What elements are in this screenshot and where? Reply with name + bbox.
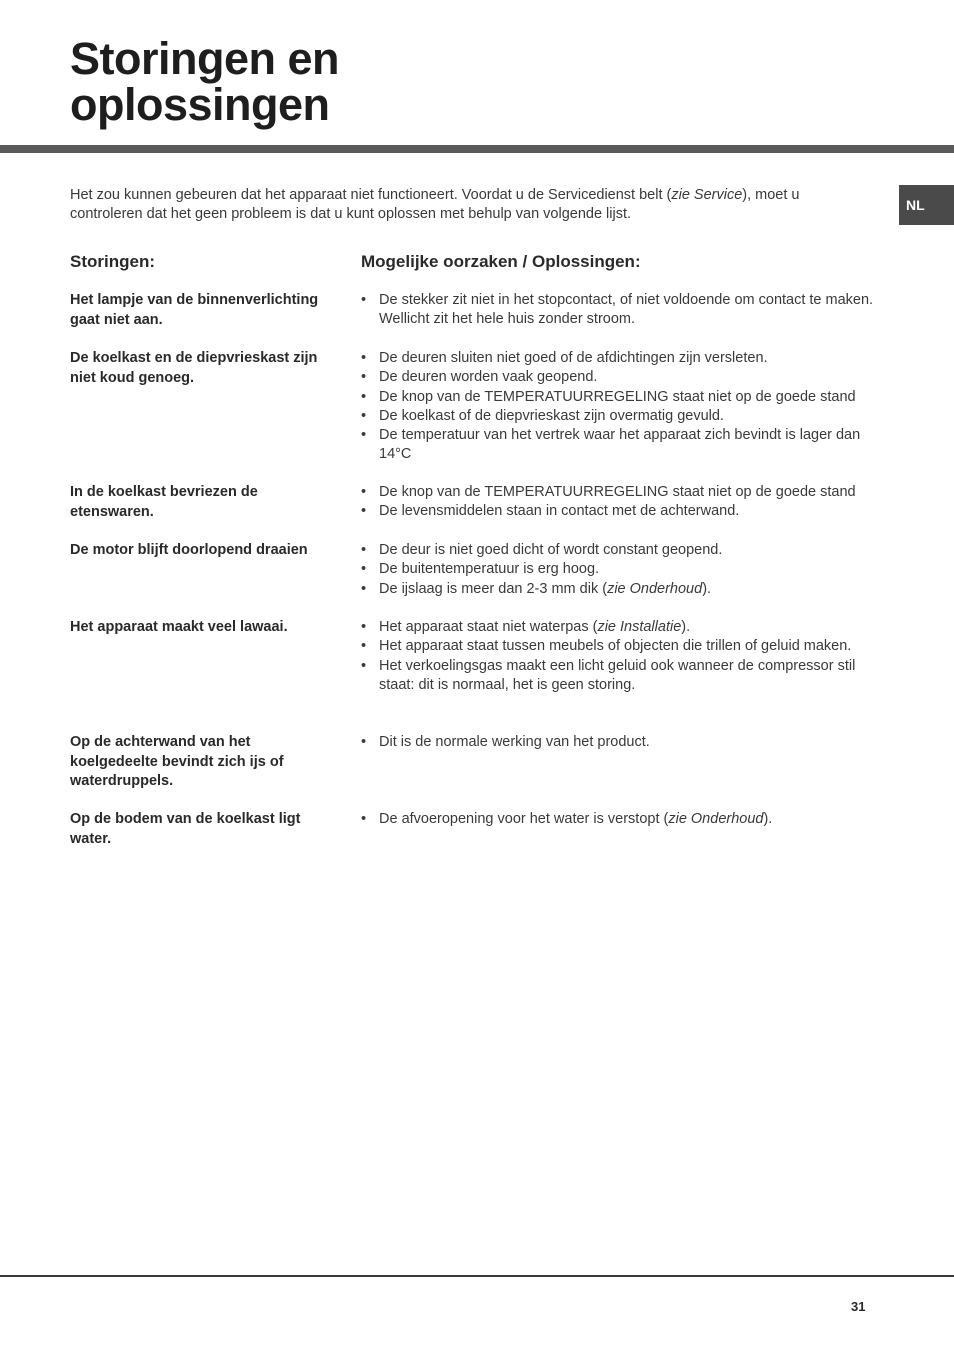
cause-item bbox=[361, 733, 891, 752]
cause-text: De stekker zit niet in het stopcontact, of niet voldoende om contact te maken. Wellicht zit het hele huis zonder stroom. bbox=[379, 292, 874, 328]
cause-list bbox=[361, 810, 891, 829]
cause-item bbox=[361, 349, 891, 368]
cause-text: De deuren worden vaak geopend. bbox=[379, 369, 598, 386]
cause-item bbox=[361, 637, 891, 656]
intro-text-2: ), moet u controleren dat het geen probleem is dat u kunt oplossen met behulp van volgende lijst. bbox=[70, 187, 800, 222]
cause-item bbox=[361, 483, 891, 502]
problem-text: In de koelkast bevriezen de etenswaren. bbox=[70, 484, 258, 520]
cause-item bbox=[361, 368, 891, 387]
cause-list bbox=[361, 291, 891, 330]
page-title-line-1: Storingen en bbox=[70, 33, 340, 84]
cause-item bbox=[361, 560, 891, 579]
header-divider bbox=[0, 145, 954, 153]
cause-reference: zie Installatie bbox=[597, 619, 682, 635]
cause-item bbox=[361, 426, 891, 465]
cause-item bbox=[361, 291, 891, 330]
problem-text: De koelkast en de diepvrieskast zijn niet koud genoeg. bbox=[70, 350, 318, 386]
cause-item bbox=[361, 580, 891, 599]
cause-text: De koelkast of de diepvrieskast zijn overmatig gevuld. bbox=[379, 407, 724, 424]
cause-item bbox=[361, 502, 891, 521]
cause-list bbox=[361, 349, 891, 465]
cause-item bbox=[361, 541, 891, 560]
intro-paragraph bbox=[70, 186, 870, 224]
cause-text: De knop van de TEMPERATUURREGELING staat niet op de goede stand bbox=[379, 484, 856, 500]
cause-item bbox=[361, 388, 891, 407]
problem-text: Op de bodem van de koelkast ligt water. bbox=[70, 811, 301, 847]
cause-text: Het apparaat staat tussen meubels of objecten die trillen of geluid maken. bbox=[379, 638, 852, 655]
cause-text: De levensmiddelen staan in contact met de achterwand. bbox=[379, 503, 740, 520]
cause-list bbox=[361, 541, 891, 599]
cause-text-end: ). bbox=[681, 619, 691, 635]
problem-text: De motor blijft doorlopend draaien bbox=[70, 542, 308, 558]
cause-item bbox=[361, 657, 891, 696]
intro-text-1: Het zou kunnen gebeuren dat het apparaat niet functioneert. Voordat u de Servicedienst belt ( bbox=[70, 187, 672, 203]
intro-reference: zie Service bbox=[671, 187, 743, 203]
cause-list bbox=[361, 618, 891, 695]
cause-text: De afvoeropening voor het water is verstopt ( bbox=[379, 811, 669, 827]
problem-text: Het lampje van de binnenverlichting gaat niet aan. bbox=[70, 292, 319, 328]
footer-divider bbox=[0, 1275, 954, 1277]
cause-text-end: ). bbox=[702, 580, 712, 597]
language-tab: NL bbox=[899, 185, 954, 225]
cause-text: De buitentemperatuur is erg hoog. bbox=[379, 561, 600, 578]
cause-text: Dit is de normale werking van het product. bbox=[379, 734, 650, 750]
cause-reference: zie Onderhoud bbox=[668, 811, 764, 827]
cause-text: De deur is niet goed dicht of wordt constant geopend. bbox=[379, 542, 723, 558]
cause-text: De knop van de TEMPERATUURREGELING staat niet op de goede stand bbox=[379, 388, 856, 405]
page-title-line-2: oplossingen bbox=[70, 79, 330, 130]
cause-reference: zie Onderhoud bbox=[607, 580, 703, 597]
problem-text: Op de achterwand van het koelgedeelte bevindt zich ijs of waterdruppels. bbox=[70, 734, 284, 789]
cause-text-end: ). bbox=[763, 811, 773, 827]
cause-text: Het verkoelingsgas maakt een licht geluid ook wanneer de compressor stil staat: dit is normaal, het is geen storing. bbox=[379, 657, 856, 693]
cause-list bbox=[361, 483, 891, 522]
cause-item bbox=[361, 407, 891, 426]
cause-text: De ijslaag is meer dan 2-3 mm dik ( bbox=[379, 580, 608, 597]
problems-heading: Storingen: bbox=[70, 252, 155, 271]
cause-item bbox=[361, 810, 891, 829]
cause-text: De temperatuur van het vertrek waar het apparaat zich bevindt is lager dan 14°C bbox=[379, 427, 861, 463]
cause-list bbox=[361, 733, 891, 752]
cause-text: De deuren sluiten niet goed of de afdichtingen zijn versleten. bbox=[379, 350, 768, 366]
page-number: 31 bbox=[851, 1299, 866, 1314]
page-title bbox=[70, 33, 570, 130]
causes-heading: Mogelijke oorzaken / Oplossingen: bbox=[361, 252, 641, 271]
cause-item bbox=[361, 618, 891, 637]
cause-text: Het apparaat staat niet waterpas ( bbox=[379, 619, 598, 635]
problem-text: Het apparaat maakt veel lawaai. bbox=[70, 619, 288, 635]
